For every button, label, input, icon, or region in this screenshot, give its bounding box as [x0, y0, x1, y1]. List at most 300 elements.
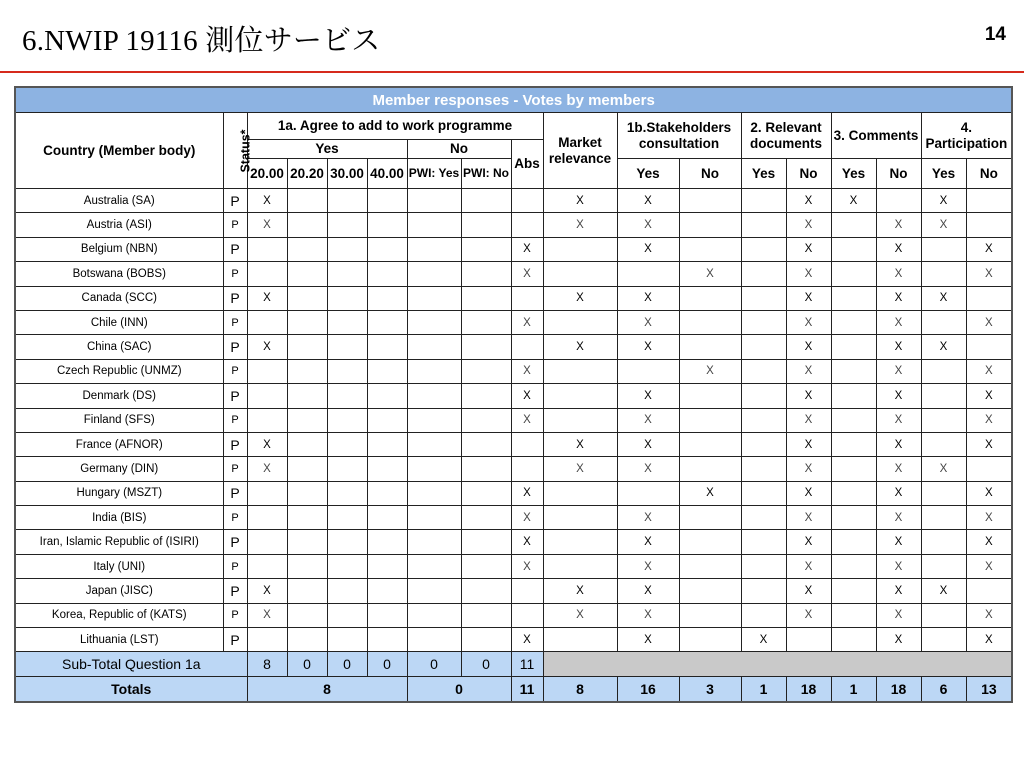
vote-cell: X [876, 335, 921, 359]
subtotal-value: 0 [407, 652, 461, 677]
vote-cell: X [617, 628, 679, 652]
header-yes-col: 40.00 [367, 159, 407, 189]
vote-cell [367, 310, 407, 334]
vote-cell [367, 579, 407, 603]
vote-cell: X [786, 530, 831, 554]
vote-cell: X [617, 237, 679, 261]
vote-cell [327, 189, 367, 213]
table-row [15, 237, 1012, 261]
vote-cell [461, 603, 511, 627]
vote-cell: X [543, 603, 617, 627]
vote-cell [247, 359, 287, 383]
vote-cell [831, 384, 876, 408]
vote-cell [287, 335, 327, 359]
vote-cell [247, 530, 287, 554]
header-q2-no: No [786, 159, 831, 189]
header-q1a-no: No [407, 140, 511, 159]
vote-cell [407, 335, 461, 359]
vote-cell [966, 335, 1012, 359]
vote-cell [543, 237, 617, 261]
header-market: Market relevance [543, 113, 617, 189]
table-row [15, 189, 1012, 213]
status-cell: P [223, 432, 247, 456]
vote-cell [741, 457, 786, 481]
vote-cell [287, 384, 327, 408]
vote-cell [327, 310, 367, 334]
vote-cell: X [876, 554, 921, 578]
vote-cell [511, 213, 543, 237]
vote-cell [786, 628, 831, 652]
votes-table [14, 86, 1013, 703]
vote-cell: X [786, 481, 831, 505]
vote-cell: X [966, 432, 1012, 456]
vote-cell [679, 432, 741, 456]
vote-cell: X [966, 530, 1012, 554]
country-cell: Hungary (MSZT) [15, 481, 223, 505]
vote-cell: X [511, 310, 543, 334]
vote-cell [367, 237, 407, 261]
status-cell: P [223, 457, 247, 481]
vote-cell: X [617, 286, 679, 310]
vote-cell: X [876, 213, 921, 237]
vote-cell [831, 530, 876, 554]
vote-cell [741, 189, 786, 213]
header-q2-yes: Yes [741, 159, 786, 189]
vote-cell [287, 579, 327, 603]
vote-cell [679, 554, 741, 578]
vote-cell [367, 506, 407, 530]
vote-cell [461, 628, 511, 652]
vote-cell [461, 189, 511, 213]
country-cell: Finland (SFS) [15, 408, 223, 432]
country-cell: Korea, Republic of (KATS) [15, 603, 223, 627]
vote-cell [679, 189, 741, 213]
vote-cell: X [876, 237, 921, 261]
vote-cell [543, 481, 617, 505]
vote-cell: X [247, 335, 287, 359]
vote-cell: X [247, 189, 287, 213]
vote-cell: X [511, 481, 543, 505]
vote-cell [679, 213, 741, 237]
vote-cell [407, 213, 461, 237]
vote-cell: X [786, 189, 831, 213]
vote-cell [287, 237, 327, 261]
vote-cell [247, 408, 287, 432]
vote-cell: X [617, 457, 679, 481]
vote-cell [367, 335, 407, 359]
vote-cell [287, 262, 327, 286]
vote-cell: X [617, 189, 679, 213]
country-cell: Italy (UNI) [15, 554, 223, 578]
vote-cell: X [543, 432, 617, 456]
vote-cell [367, 628, 407, 652]
table-row [15, 384, 1012, 408]
page-number: 14 [984, 24, 1006, 45]
vote-cell [679, 286, 741, 310]
vote-cell: X [511, 237, 543, 261]
totals-q4-no: 13 [966, 677, 1012, 703]
status-cell: P [223, 262, 247, 286]
status-cell: P [223, 554, 247, 578]
vote-cell [407, 432, 461, 456]
vote-cell: X [617, 408, 679, 432]
vote-cell: X [876, 286, 921, 310]
vote-cell [327, 481, 367, 505]
vote-cell [367, 457, 407, 481]
vote-cell [367, 213, 407, 237]
vote-cell [407, 457, 461, 481]
vote-cell [741, 408, 786, 432]
vote-cell: X [921, 457, 966, 481]
vote-cell [543, 310, 617, 334]
country-cell: Denmark (DS) [15, 384, 223, 408]
vote-cell [461, 310, 511, 334]
vote-cell [407, 530, 461, 554]
totals-label: Totals [15, 677, 247, 703]
vote-cell [966, 579, 1012, 603]
vote-cell [679, 579, 741, 603]
vote-cell: X [876, 384, 921, 408]
vote-cell: X [247, 432, 287, 456]
vote-cell [876, 189, 921, 213]
vote-cell: X [966, 384, 1012, 408]
vote-cell [831, 262, 876, 286]
vote-cell [831, 554, 876, 578]
status-cell: P [223, 213, 247, 237]
vote-cell: X [876, 579, 921, 603]
vote-cell [327, 530, 367, 554]
table-row [15, 408, 1012, 432]
totals-no: 0 [407, 677, 511, 703]
vote-cell: X [511, 359, 543, 383]
vote-cell [511, 432, 543, 456]
vote-cell: X [786, 506, 831, 530]
vote-cell: X [511, 262, 543, 286]
vote-cell [921, 530, 966, 554]
vote-cell [461, 432, 511, 456]
vote-cell [287, 189, 327, 213]
vote-cell: X [966, 237, 1012, 261]
vote-cell [461, 481, 511, 505]
header-pwi-no: PWI: No [461, 159, 511, 189]
vote-cell [741, 359, 786, 383]
vote-cell [679, 310, 741, 334]
vote-cell: X [876, 359, 921, 383]
vote-cell [831, 506, 876, 530]
vote-cell: X [786, 359, 831, 383]
slide-title: 6.NWIP 19116 測位サービス [22, 25, 381, 57]
vote-cell: X [921, 213, 966, 237]
vote-cell [679, 384, 741, 408]
vote-cell [367, 189, 407, 213]
vote-cell: X [247, 286, 287, 310]
vote-cell: X [876, 408, 921, 432]
vote-cell [741, 237, 786, 261]
status-cell: P [223, 359, 247, 383]
header-status: Status* [223, 113, 247, 189]
header-q4-yes: Yes [921, 159, 966, 189]
header-yes-col: 30.00 [327, 159, 367, 189]
vote-cell [461, 262, 511, 286]
vote-cell [287, 408, 327, 432]
vote-cell [287, 628, 327, 652]
vote-cell [407, 628, 461, 652]
vote-cell [543, 262, 617, 286]
vote-cell [407, 481, 461, 505]
vote-cell [921, 628, 966, 652]
vote-cell: X [786, 384, 831, 408]
vote-cell [287, 432, 327, 456]
vote-cell [831, 335, 876, 359]
vote-cell: X [617, 432, 679, 456]
vote-cell [831, 213, 876, 237]
vote-cell: X [786, 262, 831, 286]
vote-cell [287, 359, 327, 383]
vote-cell [247, 481, 287, 505]
vote-cell [327, 554, 367, 578]
table-row [15, 359, 1012, 383]
vote-cell [921, 603, 966, 627]
table-row [15, 506, 1012, 530]
vote-cell [741, 481, 786, 505]
vote-cell: X [786, 432, 831, 456]
vote-cell: X [679, 481, 741, 505]
vote-cell [407, 237, 461, 261]
vote-cell [741, 603, 786, 627]
vote-cell [461, 579, 511, 603]
vote-cell: X [679, 262, 741, 286]
vote-cell [921, 432, 966, 456]
vote-cell [407, 506, 461, 530]
vote-cell [741, 335, 786, 359]
vote-cell: X [617, 506, 679, 530]
vote-cell [461, 457, 511, 481]
vote-cell: X [543, 213, 617, 237]
header-abs: Abs [511, 140, 543, 189]
vote-cell: X [247, 213, 287, 237]
country-cell: Iran, Islamic Republic of (ISIRI) [15, 530, 223, 554]
vote-cell: X [247, 579, 287, 603]
table-row [15, 335, 1012, 359]
table-row [15, 432, 1012, 456]
vote-cell: X [921, 286, 966, 310]
table-row [15, 603, 1012, 627]
vote-cell [367, 603, 407, 627]
table-row [15, 286, 1012, 310]
vote-cell: X [876, 603, 921, 627]
country-cell: Canada (SCC) [15, 286, 223, 310]
vote-cell [461, 408, 511, 432]
vote-cell [367, 359, 407, 383]
vote-cell: X [511, 408, 543, 432]
vote-cell [247, 237, 287, 261]
vote-cell [461, 335, 511, 359]
vote-cell: X [876, 530, 921, 554]
status-cell: P [223, 408, 247, 432]
header-q1a-yes: Yes [247, 140, 407, 159]
status-cell: P [223, 237, 247, 261]
vote-cell: X [966, 628, 1012, 652]
vote-cell [247, 384, 287, 408]
vote-cell: X [511, 554, 543, 578]
table-row [15, 457, 1012, 481]
vote-cell [741, 432, 786, 456]
vote-cell [287, 506, 327, 530]
vote-cell [367, 384, 407, 408]
status-cell: P [223, 530, 247, 554]
vote-cell [461, 286, 511, 310]
totals-market: 8 [543, 677, 617, 703]
vote-cell: X [741, 628, 786, 652]
country-cell: Chile (INN) [15, 310, 223, 334]
vote-cell [327, 286, 367, 310]
vote-cell [287, 554, 327, 578]
vote-cell [327, 603, 367, 627]
vote-cell: X [617, 530, 679, 554]
vote-cell [407, 384, 461, 408]
title-divider [0, 71, 1024, 73]
vote-cell [287, 457, 327, 481]
vote-cell [461, 384, 511, 408]
subtotal-value: 0 [461, 652, 511, 677]
vote-cell [617, 262, 679, 286]
vote-cell: X [966, 310, 1012, 334]
country-cell: Belgium (NBN) [15, 237, 223, 261]
vote-cell: X [921, 579, 966, 603]
totals-yes: 8 [247, 677, 407, 703]
vote-cell: X [966, 408, 1012, 432]
header-q3-yes: Yes [831, 159, 876, 189]
vote-cell [407, 310, 461, 334]
vote-cell [327, 213, 367, 237]
status-cell: P [223, 481, 247, 505]
vote-cell: X [786, 237, 831, 261]
vote-cell [921, 237, 966, 261]
vote-cell: X [966, 603, 1012, 627]
vote-cell [247, 554, 287, 578]
vote-cell: X [786, 213, 831, 237]
status-cell: P [223, 506, 247, 530]
header-q1b: 1b.Stakeholders consultation [617, 113, 741, 159]
vote-cell: X [876, 310, 921, 334]
subtotal-label: Sub-Total Question 1a [15, 652, 247, 677]
vote-cell [679, 457, 741, 481]
vote-cell [327, 262, 367, 286]
vote-cell [966, 457, 1012, 481]
status-cell: P [223, 384, 247, 408]
country-cell: Botswana (BOBS) [15, 262, 223, 286]
vote-cell [511, 603, 543, 627]
vote-cell [407, 554, 461, 578]
totals-q2-no: 18 [786, 677, 831, 703]
vote-cell [327, 384, 367, 408]
vote-cell [327, 457, 367, 481]
vote-cell: X [511, 628, 543, 652]
vote-cell [921, 506, 966, 530]
vote-cell [461, 554, 511, 578]
status-cell: P [223, 286, 247, 310]
vote-cell: X [511, 384, 543, 408]
vote-cell [966, 286, 1012, 310]
vote-cell [741, 213, 786, 237]
vote-cell [741, 262, 786, 286]
subtotal-filler [543, 652, 1012, 677]
status-cell: P [223, 603, 247, 627]
vote-cell: X [511, 530, 543, 554]
vote-cell [831, 603, 876, 627]
vote-cell: X [876, 506, 921, 530]
vote-cell [741, 286, 786, 310]
vote-cell: X [543, 286, 617, 310]
vote-cell: X [966, 506, 1012, 530]
vote-cell [831, 432, 876, 456]
vote-cell [247, 506, 287, 530]
totals-abs: 11 [511, 677, 543, 703]
vote-cell [367, 286, 407, 310]
subtotal-value: 0 [327, 652, 367, 677]
vote-cell: X [247, 457, 287, 481]
status-cell: P [223, 335, 247, 359]
header-q2: 2. Relevant documents [741, 113, 831, 159]
totals-q4-yes: 6 [921, 677, 966, 703]
vote-cell [741, 384, 786, 408]
vote-cell: X [247, 603, 287, 627]
table-row [15, 481, 1012, 505]
vote-cell [966, 213, 1012, 237]
vote-cell [921, 554, 966, 578]
totals-row [15, 677, 1012, 703]
vote-cell [367, 432, 407, 456]
vote-cell: X [786, 457, 831, 481]
vote-cell: X [876, 457, 921, 481]
vote-cell [831, 286, 876, 310]
subtotal-value: 0 [367, 652, 407, 677]
vote-cell: X [543, 189, 617, 213]
vote-cell: X [617, 213, 679, 237]
vote-cell [367, 408, 407, 432]
vote-cell [831, 481, 876, 505]
vote-cell [367, 262, 407, 286]
vote-cell [543, 408, 617, 432]
vote-cell: X [786, 335, 831, 359]
vote-cell [679, 530, 741, 554]
votes-table-container [14, 86, 1011, 706]
vote-cell [741, 579, 786, 603]
country-cell: China (SAC) [15, 335, 223, 359]
vote-cell [287, 481, 327, 505]
vote-cell [287, 213, 327, 237]
vote-cell [327, 579, 367, 603]
totals-q3-no: 18 [876, 677, 921, 703]
vote-cell [407, 359, 461, 383]
vote-cell [461, 530, 511, 554]
header-q4: 4. Participation [921, 113, 1012, 159]
vote-cell [511, 579, 543, 603]
vote-cell [543, 628, 617, 652]
table-banner: Member responses - Votes by members [15, 87, 1012, 113]
vote-cell [831, 359, 876, 383]
header-q1b-no: No [679, 159, 741, 189]
vote-cell [461, 359, 511, 383]
vote-cell [679, 628, 741, 652]
subtotal-row [15, 652, 1012, 677]
totals-q2-yes: 1 [741, 677, 786, 703]
table-row [15, 579, 1012, 603]
vote-cell: X [786, 286, 831, 310]
vote-cell [407, 579, 461, 603]
totals-q1b-yes: 16 [617, 677, 679, 703]
vote-cell: X [617, 310, 679, 334]
